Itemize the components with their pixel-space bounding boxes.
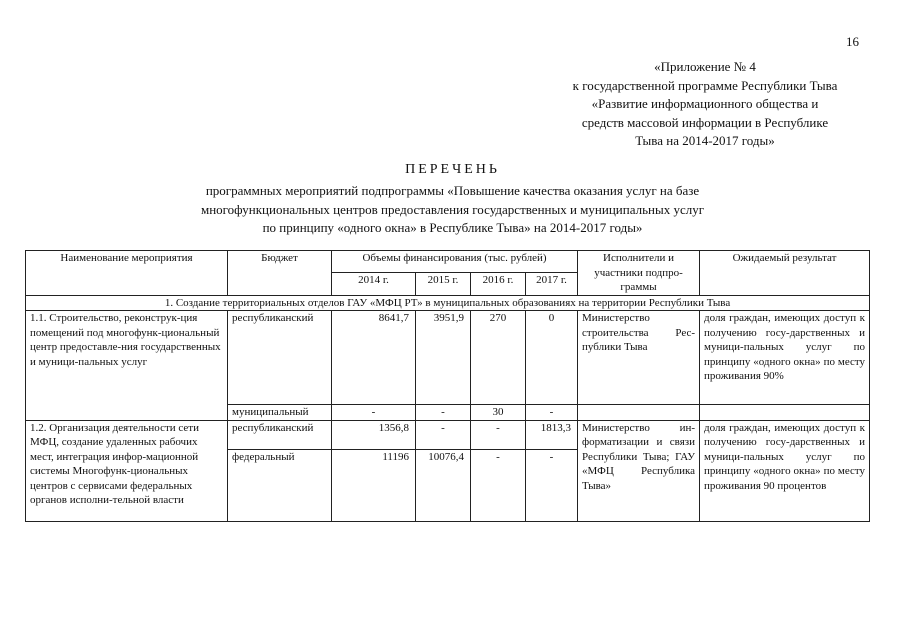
section-row [26,295,870,311]
result-cell: доля граждан, имеющих доступ к получению госу-дарственных и муници-пальных услуг по принципу «одного окна» по месту проживания 90 процентов [700,420,870,521]
appendix-line: к государственной программе Республики Тыва [572,77,838,93]
budget-cell: федеральный [228,449,332,521]
subtitle-line: многофункциональных центров предоставления государственных и муниципальных услуг [200,201,705,217]
subtitle-line: по принципу «одного окна» в Республике Тыва» на 2014-2017 годы» [262,220,643,235]
result-cell [700,405,870,421]
value-cell: 270 [471,311,526,405]
value-cell: 11196 [332,449,416,521]
executors-cell [578,405,700,421]
value-cell: - [332,405,416,421]
value-cell: 1813,3 [526,420,578,449]
header-budget: Бюджет [228,251,332,296]
header-year-2017: 2017 г. [526,273,578,295]
value-cell: 0 [526,311,578,405]
value-cell: 8641,7 [332,311,416,405]
document-subtitle [0,182,905,238]
value-cell: - [471,420,526,449]
header-year-2015: 2015 г. [416,273,471,295]
value-cell: - [416,420,471,449]
value-cell: - [526,449,578,521]
measure-name: 1.1. Строительство, реконструк-ция помещений под многофунк-циональный центр предоставле-ния государственных и муници-пальных услуг [26,311,228,421]
budget-cell: республиканский [228,311,332,405]
executors-cell: Министерство строительства Рес-публики Тыва [578,311,700,405]
appendix-header [540,58,870,151]
appendix-line: средств массовой информации в Республике [581,114,829,130]
measure-name: 1.2. Организация деятельности сети МФЦ, создание удаленных рабочих мест, интеграция инфор-мационной системы Многофунк-циональных центров с сервисами федеральных органов исполни-тельной власти [26,420,228,521]
subtitle-line: программных мероприятий подпрограммы «Повышение качества оказания услуг на базе [205,183,700,198]
page-number: 16 [846,34,859,49]
header-year-2016: 2016 г. [471,273,526,295]
program-table [25,250,870,522]
header-name: Наименование мероприятия [26,251,228,296]
appendix-line: «Развитие информационного общества и [591,96,819,111]
value-cell: 30 [471,405,526,421]
header-executors: Исполнители и участники подпро-граммы [578,251,700,296]
value-cell: 3951,9 [416,311,471,405]
document-title: ПЕРЕЧЕНЬ [405,162,500,177]
header-year-2014: 2014 г. [332,273,416,295]
table-header-row [26,251,870,273]
result-cell: доля граждан, имеющих доступ к получению госу-дарственных и муници-пальных услуг по принципу «одного окна» по месту проживания 90% [700,311,870,405]
budget-cell: муниципальный [228,405,332,421]
value-cell: 10076,4 [416,449,471,521]
section-title: 1. Создание территориальных отделов ГАУ «МФЦ РТ» в муниципальных образованиях на территории Республики Тыва [26,295,870,311]
table-row [26,420,870,449]
value-cell: - [416,405,471,421]
appendix-line: Тыва на 2014-2017 годы» [635,133,775,148]
header-funding: Объемы финансирования (тыс. рублей) [332,251,578,273]
table-row [26,311,870,405]
appendix-line: «Приложение № 4 [654,59,756,74]
budget-cell: республиканский [228,420,332,449]
value-cell: - [471,449,526,521]
header-result: Ожидаемый результат [700,251,870,296]
executors-cell: Министерство ин-форматизации и связи Республики Тыва; ГАУ «МФЦ Республика Тыва» [578,420,700,521]
value-cell: 1356,8 [332,420,416,449]
value-cell: - [526,405,578,421]
